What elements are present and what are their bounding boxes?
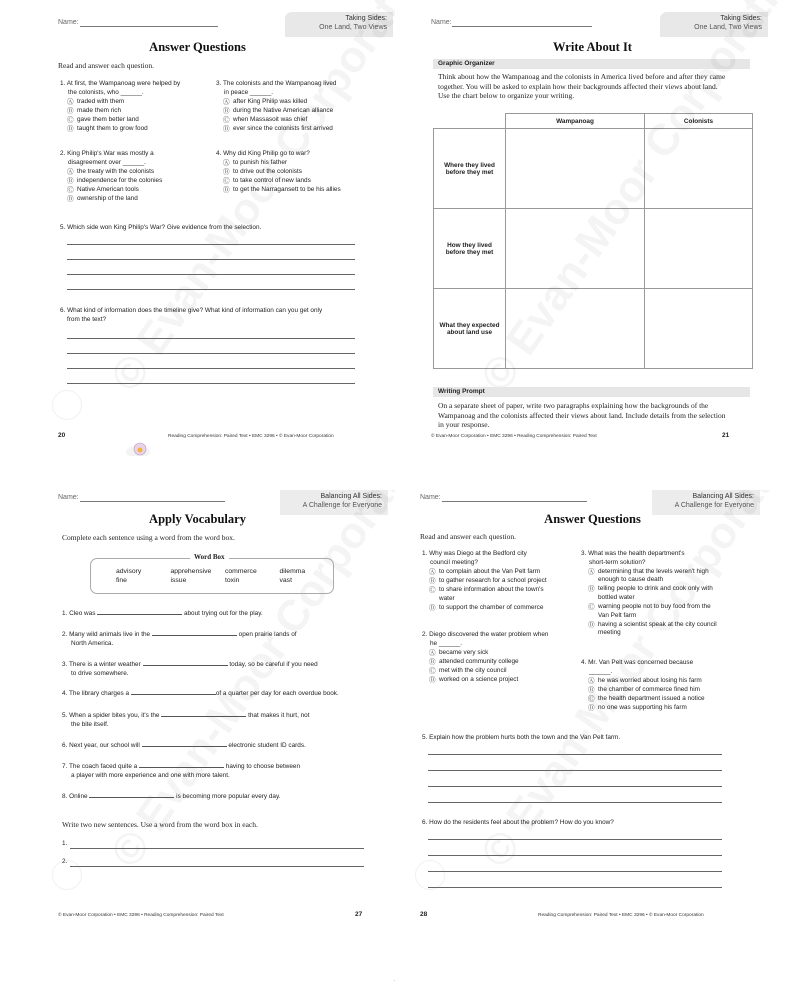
answer-option[interactable]: Ⓑ the chamber of commerce fined him [588, 685, 700, 694]
question-6 [60, 307, 360, 325]
answer-line[interactable] [428, 802, 722, 803]
name-field[interactable] [80, 26, 218, 27]
organizer-instructions: Think about how the Wampanoag and the colonists in America lived before and after they came together. You will be asked to explain how their backgrounds affected their views about land. Use the chart below to organize your writing. [438, 72, 726, 101]
question-3 [581, 550, 721, 638]
page-number: 27 [355, 911, 363, 918]
word: issue [170, 577, 187, 584]
organizer-cell[interactable] [644, 289, 752, 369]
answer-line[interactable] [67, 353, 355, 354]
organizer-cell[interactable] [506, 289, 645, 369]
answer-line[interactable] [428, 754, 722, 755]
page-footer: © Evan-Moor Corporation • EMC 3296 • Reading Comprehension: Paired Text [431, 434, 597, 439]
page-21 [395, 0, 790, 490]
sentence-3: 3. There is a winter weather today, so be careful if you need to drive somewhere. [62, 661, 318, 677]
unit-tab-title: Taking Sides: [720, 15, 762, 22]
page-27 [0, 490, 395, 980]
question-1 [422, 550, 572, 613]
page-title: Write About It [553, 40, 632, 54]
name-field[interactable] [442, 501, 587, 502]
new-sentence-number: 1. [62, 840, 68, 847]
answer-option[interactable]: Ⓒ the health department issued a notice [588, 694, 705, 703]
question-stem: 4. Mr. Van Pelt was concerned because [581, 659, 694, 666]
sentence-2: 2. Many wild animals live in the open prairie lands of North America. [62, 631, 297, 647]
unit-tab-title: Balancing All Sides: [320, 493, 382, 500]
sentence-8: 8. Online is becoming more popular every day. [62, 793, 281, 800]
answer-option[interactable]: Ⓒ Native American tools [67, 185, 139, 194]
unit-tab [660, 12, 768, 37]
answer-line[interactable] [70, 866, 364, 867]
page-footer: Reading Comprehension: Paired Text • EMC 3296 • © Evan-Moor Corporation [538, 913, 704, 918]
organizer-cell[interactable] [506, 209, 645, 289]
unit-tab-subtitle: One Land, Two Views [694, 23, 762, 31]
mascot-icon [120, 438, 152, 456]
answer-option[interactable]: Ⓑ made them rich [67, 106, 122, 115]
sentence-1: 1. Cleo was about trying out for the play. [62, 610, 263, 617]
word-box-grid [116, 568, 334, 584]
question-stem: he ______. [430, 639, 462, 647]
answer-option[interactable]: Ⓐ traded with them [67, 97, 125, 106]
page-number: 28 [420, 911, 428, 918]
answer-option[interactable]: Ⓑ to drive out the colonists [223, 167, 302, 176]
answer-line[interactable] [67, 259, 355, 260]
page-number: 21 [722, 432, 730, 439]
answer-option[interactable]: Ⓓ ever since the colonists first arrived [223, 124, 333, 133]
question-stem: from the text? [67, 315, 107, 323]
page-20 [0, 0, 395, 490]
answer-line[interactable] [67, 383, 355, 384]
answer-option[interactable]: Ⓐ to punish his father [223, 158, 287, 167]
answer-line[interactable] [428, 786, 722, 787]
question-stem: in peace ______. [224, 88, 274, 96]
answer-option[interactable]: Ⓓ worked on a science project [429, 675, 519, 684]
answer-option[interactable]: Ⓐ the treaty with the colonists [67, 167, 155, 176]
answer-line[interactable] [428, 855, 722, 856]
answer-option[interactable]: Ⓐ to complain about the Van Pelt farm [429, 567, 541, 576]
word: apprehensive [170, 568, 212, 575]
answer-option[interactable]: Ⓒ to share information about the town's water [429, 585, 544, 602]
answer-option[interactable]: Ⓒ to take control of new lands [223, 177, 311, 186]
fill-in-blank[interactable] [152, 629, 237, 636]
fill-in-blank[interactable] [139, 761, 224, 768]
name-label: Name: [431, 19, 452, 26]
question-2 [422, 631, 572, 685]
graphic-organizer-table [433, 113, 753, 369]
word: toxin [225, 577, 240, 584]
fill-in-blank[interactable] [131, 688, 216, 695]
writing-prompt: On a separate sheet of paper, write two paragraphs explaining how the backgrounds of the Wampanoag and the colonists affected their views about land. Include details from the selection in your response. [438, 401, 726, 430]
answer-option[interactable]: Ⓐ became very sick [429, 648, 489, 657]
row-header: Where they lived before they met [434, 129, 506, 209]
question-6: 6. How do the residents feel about the problem? How do you know? [422, 819, 614, 826]
word: fine [116, 577, 127, 584]
question-3 [216, 80, 366, 134]
name-label: Name: [58, 19, 79, 26]
question-4 [581, 659, 721, 713]
page-footer: Reading Comprehension: Paired Text • EMC 3296 • © Evan-Moor Corporation [168, 434, 334, 439]
fill-in-blank[interactable] [161, 710, 246, 717]
answer-option[interactable]: Ⓐ after King Philip was killed [223, 97, 308, 106]
question-stem: 6. What kind of information does the timeline give? What kind of information can you get only [60, 307, 323, 314]
name-label: Name: [420, 494, 441, 501]
page-title: Apply Vocabulary [149, 512, 246, 526]
answer-option[interactable]: Ⓑ independence for the colonies [67, 176, 163, 185]
organizer-cell[interactable] [644, 209, 752, 289]
answer-option[interactable]: Ⓐ he was worried about losing his farm [588, 676, 702, 685]
page-title: Answer Questions [544, 512, 641, 526]
row-header: How they lived before they met [434, 209, 506, 289]
sentence-5: 5. When a spider bites you, it's the that makes it hurt, not the bite itself. [62, 712, 310, 728]
organizer-cell[interactable] [506, 129, 645, 209]
column-header-wampanoag: Wampanoag [506, 114, 645, 129]
page-footer: © Evan-Moor Corporation • EMC 3296 • Reading Comprehension: Paired Text [58, 913, 224, 918]
answer-option[interactable]: Ⓒ when Massasoit was chief [223, 115, 308, 124]
answer-option[interactable]: Ⓒ gave them better land [67, 115, 139, 124]
answer-option[interactable]: Ⓓ taught them to grow food [67, 124, 148, 133]
unit-tab-title: Taking Sides: [345, 15, 387, 22]
question-stem: the colonists, who ______. [68, 88, 144, 96]
question-4 [216, 150, 366, 195]
question-stem: 2. King Philip's War was mostly a [60, 150, 154, 157]
answer-option[interactable]: Ⓒ met with the city council [429, 666, 507, 675]
answer-line[interactable] [67, 244, 355, 245]
fill-in-blank[interactable] [89, 791, 174, 798]
answer-line[interactable] [428, 871, 722, 872]
page-28 [395, 490, 790, 980]
question-5: 5. Which side won King Philip's War? Give evidence from the selection. [60, 224, 262, 231]
word: vast [279, 577, 292, 584]
answer-line[interactable] [428, 770, 722, 771]
sentence-7: 7. The coach faced quite a having to choose between a player with more experience and one with more talent. [62, 763, 301, 779]
question-stem: 1. Why was Diego at the Bedford city [422, 550, 527, 557]
question-stem: council meeting? [430, 558, 478, 566]
fill-in-blank[interactable] [97, 608, 182, 615]
word: advisory [116, 568, 142, 575]
word-box-title: Word Box [190, 553, 229, 561]
answer-option[interactable]: Ⓑ telling people to drink and cook only with bottled water [588, 585, 713, 602]
answer-option[interactable]: Ⓓ to support the chamber of commerce [429, 603, 544, 612]
section-label: Writing Prompt [433, 387, 750, 397]
sentence-4: 4. The library charges a of a quarter per day for each overdue book. [62, 690, 339, 697]
question-stem: 3. The colonists and the Wampanoag lived [216, 80, 337, 87]
question-stem: 4. Why did King Philip go to war? [216, 150, 310, 157]
unit-tab-title: Balancing All Sides: [692, 493, 754, 500]
word: commerce [225, 568, 257, 575]
answer-line[interactable] [428, 887, 722, 888]
question-2 [60, 150, 210, 204]
answer-option[interactable]: Ⓓ having a scientist speak at the city council meeting [588, 620, 717, 637]
question-stem: 2. Diego discovered the water problem when [422, 631, 549, 638]
answer-option[interactable]: Ⓑ during the Native American alliance [223, 106, 334, 115]
instructions: Read and answer each question. [420, 532, 517, 541]
name-field[interactable] [452, 26, 592, 27]
answer-option[interactable]: Ⓒ warning people not to buy food from the Van Pelt farm [588, 602, 711, 619]
question-stem: short-term solution? [589, 558, 646, 566]
answer-option[interactable]: Ⓓ no one was supporting his farm [588, 703, 687, 712]
answer-line[interactable] [67, 289, 355, 290]
question-1 [60, 80, 210, 134]
question-stem: 3. What was the health department's [581, 550, 685, 557]
unit-tab-subtitle: One Land, Two Views [319, 23, 387, 31]
question-5: 5. Explain how the problem hurts both the town and the Van Pelt farm. [422, 734, 621, 741]
copyright-circle-icon [415, 860, 445, 890]
column-header-colonists: Colonists [644, 114, 752, 129]
fill-in-blank[interactable] [143, 659, 228, 666]
organizer-cell[interactable] [644, 129, 752, 209]
unit-tab-subtitle: A Challenge for Everyone [674, 501, 754, 509]
new-sentence-number: 2. [62, 858, 68, 865]
question-stem: ______. [589, 667, 613, 675]
copyright-circle-icon [52, 390, 82, 420]
unit-tab [285, 12, 393, 37]
answer-line[interactable] [70, 848, 364, 849]
question-stem: 1. At first, the Wampanoag were helped by [60, 80, 181, 87]
sentence-6: 6. Next year, our school will electronic student ID cards. [62, 742, 306, 749]
answer-line[interactable] [428, 839, 722, 840]
answer-option[interactable]: Ⓓ to get the Narragansett to be his allies [223, 186, 341, 195]
question-stem: disagreement over ______. [68, 158, 146, 166]
answer-option[interactable]: Ⓐ determining that the levels weren't high enough to cause death [588, 567, 709, 584]
answer-option[interactable]: Ⓓ ownership of the land [67, 194, 138, 203]
answer-line[interactable] [67, 274, 355, 275]
name-label: Name: [58, 494, 79, 501]
answer-option[interactable]: Ⓑ to gather research for a school project [429, 576, 547, 585]
instructions: Complete each sentence using a word from the word box. [62, 533, 235, 542]
section-label: Graphic Organizer [433, 59, 750, 69]
page-title: Answer Questions [149, 40, 246, 54]
row-header: What they expected about land use [434, 289, 506, 369]
new-sentences-instructions: Write two new sentences. Use a word from the word box in each. [62, 820, 258, 829]
unit-tab-subtitle: A Challenge for Everyone [302, 501, 382, 509]
word: dilemma [279, 568, 306, 575]
answer-option[interactable]: Ⓑ attended community college [429, 657, 519, 666]
page-number: 20 [58, 432, 66, 439]
answer-line[interactable] [67, 338, 355, 339]
instructions: Read and answer each question. [58, 61, 155, 70]
fill-in-blank[interactable] [142, 740, 227, 747]
name-field[interactable] [80, 501, 225, 502]
answer-line[interactable] [67, 368, 355, 369]
